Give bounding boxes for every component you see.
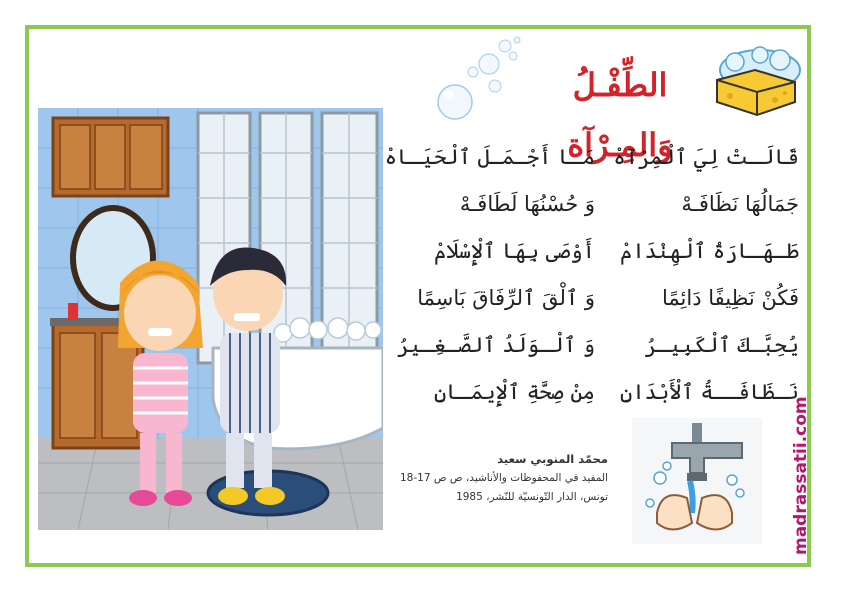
verse-4-second-hemistich: وَ ٱلْقَ ٱلرِّفَاقَ بَاسِمًا (417, 286, 595, 310)
verse-2-first-hemistich: جَمَالُهَا نَظَافَـهْ (681, 192, 799, 216)
verse-3-second-hemistich: أَوْصَى بِهَا ٱلْإِسْلَامْ (433, 239, 595, 263)
poem-title: الطِّفْـلُ وَالمِـرْآة (567, 66, 673, 164)
children-bathroom-illustration (38, 108, 383, 530)
soap-bar-icon (705, 40, 805, 120)
site-watermark (786, 380, 816, 555)
poem-verses (384, 135, 805, 415)
author-name: محمّد المنوبي سعيد (497, 452, 608, 466)
publisher-info: تونس، الدار التّونسيّة للنّشر، 1985 (456, 491, 608, 503)
verse-1-second-hemistich: مَـا أَجْـمَـلَ ٱلْحَيَـاهْ (384, 145, 595, 169)
hand-washing-icon (632, 418, 762, 544)
source-reference: المفيد في المحفوظات والأناشيد، ص ص 17-18 (399, 472, 608, 484)
verse-5-second-hemistich: وَ ٱلْـوَلَدُ ٱلصَّـغِـيرُ (397, 333, 595, 357)
soap-bubbles-icon (435, 32, 525, 127)
poem-credit (393, 450, 608, 507)
verse-2-second-hemistich: وَ حُسْنُهَا لَطَافَـهْ (459, 192, 595, 216)
verse-3-first-hemistich: طَـهَـارَةُ ٱلْهِنْدَامْ (620, 239, 799, 263)
verse-5-first-hemistich: يُحِبَّـكَ ٱلْكَبِيـرُ (644, 333, 799, 357)
verse-4-first-hemistich: فَكُنْ نَظِيفًا دَائِمًا (662, 286, 799, 310)
watermark-text: madrassatii.com (791, 396, 811, 555)
verse-1-first-hemistich: قَالَـتْ لِيَ ٱلْمِرْآهْ (613, 145, 799, 169)
verse-6-second-hemistich: مِنْ صِحَّةِ ٱلْإِيمَـانِ (433, 380, 595, 404)
verse-6-first-hemistich: نَـظَافَــةُ ٱلْأَبْدَانِ (620, 380, 799, 404)
